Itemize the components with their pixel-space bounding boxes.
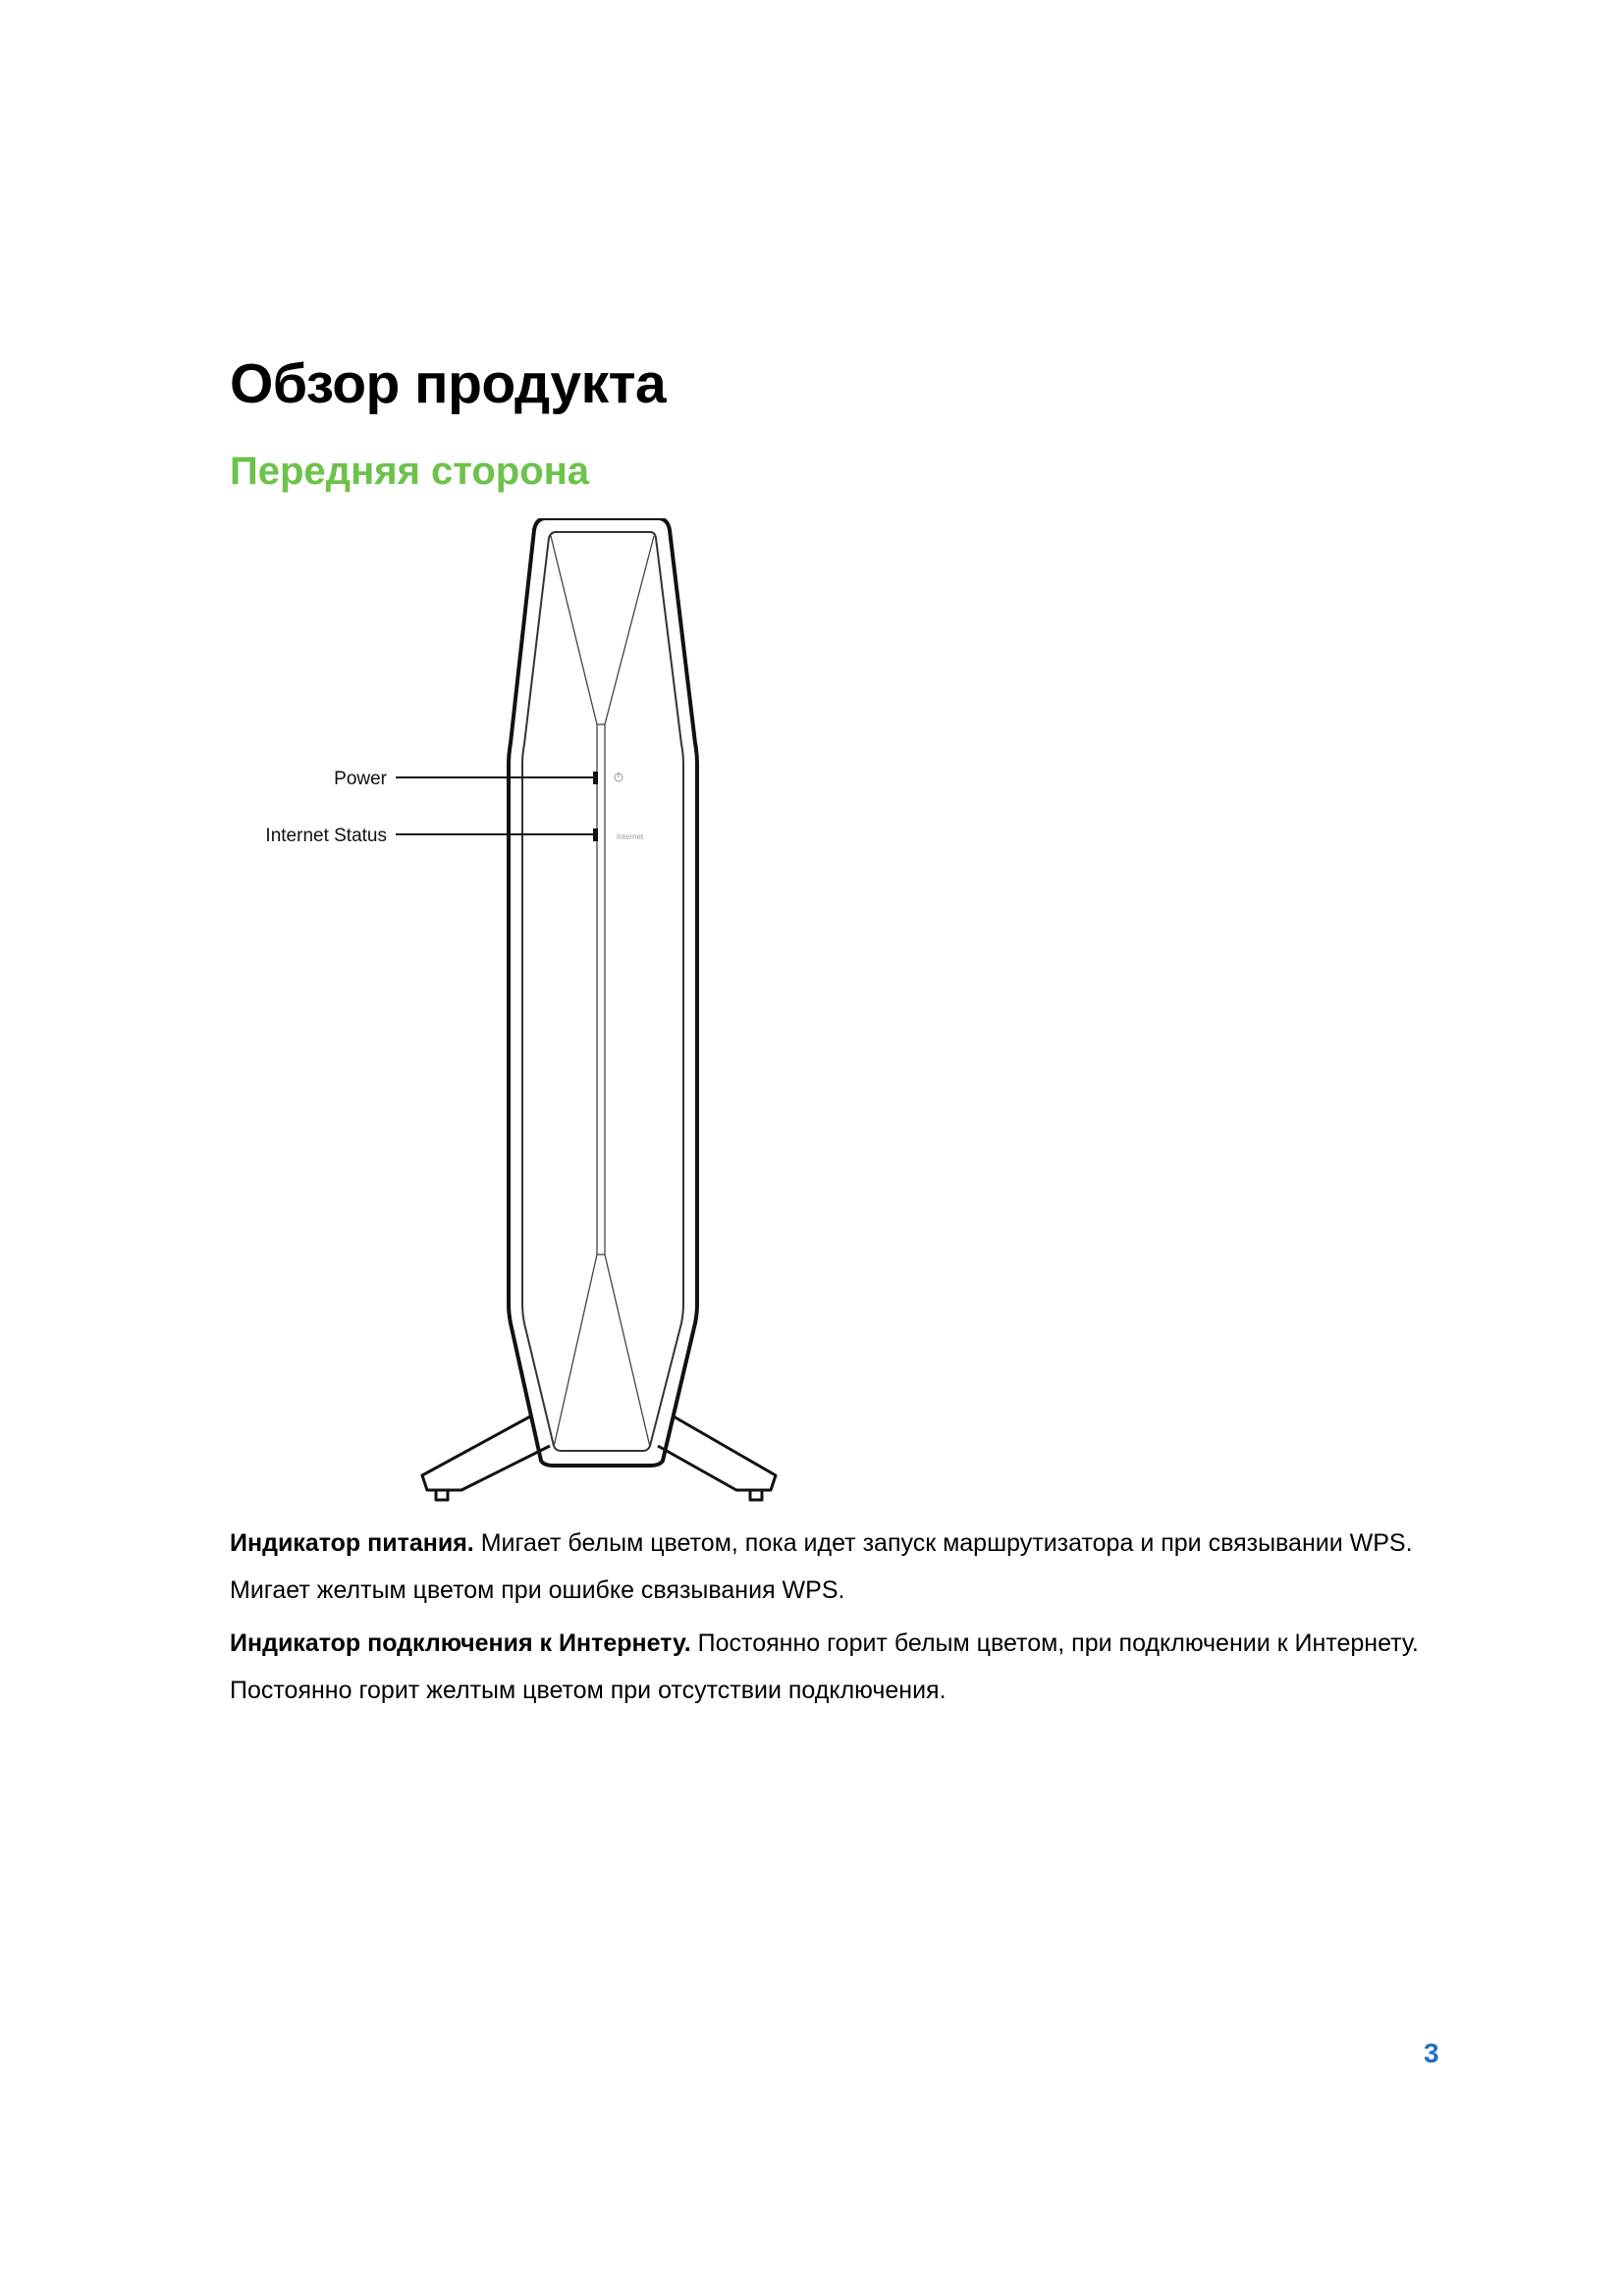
power-led [593,772,598,784]
internet-led-description [230,1620,1457,1714]
power-icon [615,773,623,781]
power-led-description [230,1520,1457,1614]
page-number: 3 [1424,2038,1439,2068]
section-title: Передняя сторона [230,450,590,493]
router-front-figure [226,518,795,1510]
callout-power: Power [334,769,387,789]
internet-led-text: Постоянно горит белым цветом, при подключении к Интернету. Постоянно горит желтым цветом при отсутствии подключения. [230,1629,1419,1704]
internet-led [593,828,598,841]
router-outer-outline [509,518,697,1466]
page-title: Обзор продукта [230,352,667,415]
power-led-text: Мигает белым цветом, пока идет запуск маршрутизатора и при связывании WPS. Мигает желтым цветом при ошибке связывания WPS. [230,1529,1413,1604]
router-inner-outline [522,532,683,1451]
power-led-term: Индикатор питания. [230,1529,474,1557]
router-facet-lines [551,536,654,1447]
router-stand [422,1416,776,1500]
callout-internet-status: Internet Status [265,826,387,846]
internet-led-term: Индикатор подключения к Интернету. [230,1629,691,1657]
device-internet-label: Internet [617,832,644,841]
